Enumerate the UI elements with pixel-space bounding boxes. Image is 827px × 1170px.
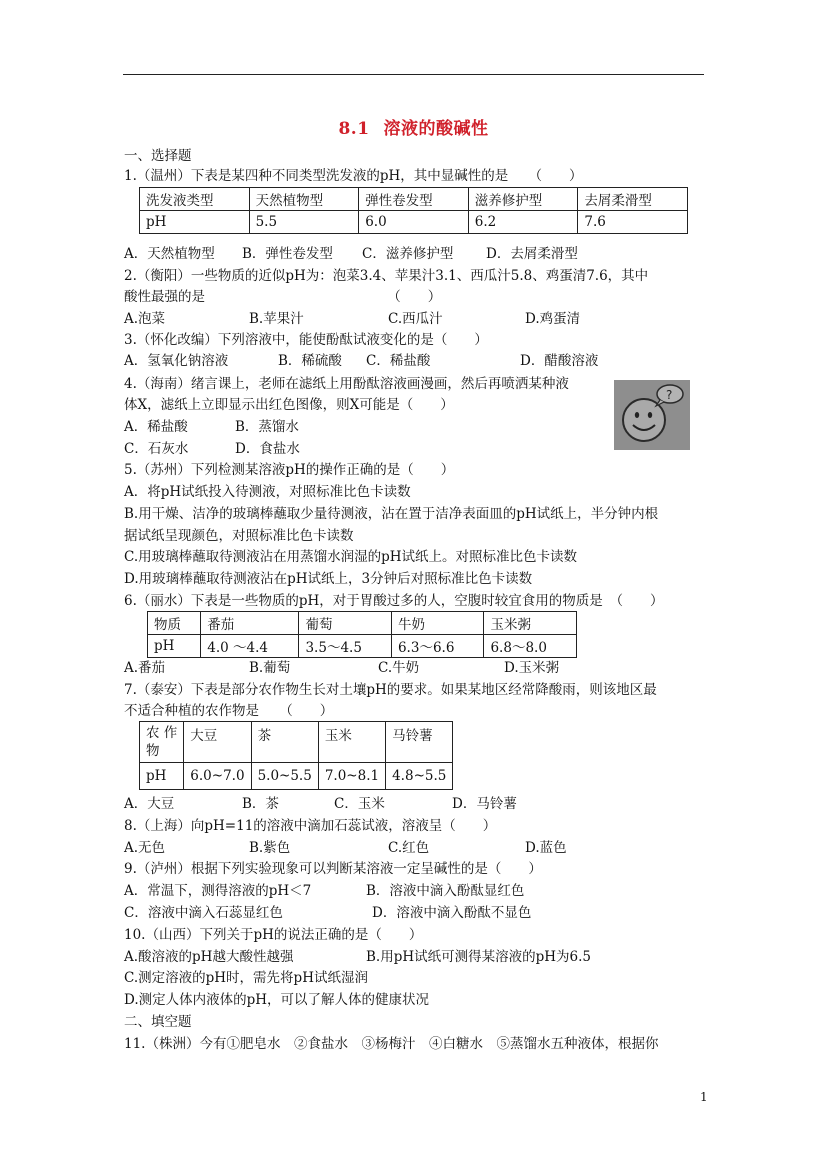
table-cell: 玉米 — [318, 722, 385, 763]
q5-option-d: D.用玻璃棒蘸取待测液沾在pH试纸上，3分钟后对照标准比色卡读数 — [124, 571, 533, 587]
table-row — [140, 188, 688, 211]
table-cell: 葡萄 — [299, 612, 392, 635]
table-cell: 番茄 — [201, 612, 299, 635]
header-rule — [123, 74, 704, 75]
q2-option-c: C.西瓜汁 — [388, 311, 443, 327]
smiley-face-icon — [614, 380, 690, 450]
q1-stem: 1.（温州）下表是某四种不同类型洗发液的pH，其中显碱性的是 （ ） — [124, 168, 583, 184]
q5-option-b-line1: B.用干燥、洁净的玻璃棒蘸取少量待测液，沾在置于洁净表面皿的pH试纸上，半分钟内根 — [124, 506, 659, 522]
table-cell: 物质 — [148, 612, 201, 635]
q4-stem-line2: 体X，滤纸上立即显示出红色图像，则X可能是（ ） — [124, 397, 454, 413]
q8-stem: 8.（上海）向pH=11的溶液中滴加石蕊试液，溶液呈（ ） — [124, 818, 497, 834]
q2-stem-line1: 2.（衡阳）一些物质的近似pH为：泡菜3.4、苹果汁3.1、西瓜汁5.8、鸡蛋清7.6，其中 — [124, 268, 649, 284]
table-cell: 洗发液类型 — [140, 188, 250, 211]
table-cell: 6.0~7.0 — [184, 763, 251, 790]
q8-option-c: C.红色 — [388, 840, 430, 856]
crop-header-line2: 物 — [146, 743, 160, 759]
table-cell: 5.0~5.5 — [251, 763, 318, 790]
table-cell — [140, 722, 184, 763]
q1-option-c: C．滋养修护型 — [362, 246, 454, 262]
q10-option-c: C.测定溶液的pH时，需先将pH试纸湿润 — [124, 970, 368, 986]
q7-stem-line1: 7.（泰安）下表是部分农作物生长对土壤pH的要求。如果某地区经常降酸雨，则该地区最 — [124, 682, 657, 698]
q9-option-b: B．溶液中滴入酚酞显红色 — [366, 883, 525, 899]
q4-option-b: B．蒸馏水 — [235, 419, 299, 435]
table-cell: 5.5 — [249, 211, 359, 234]
q9-option-a: A．常温下，测得溶液的pH＜7 — [124, 883, 312, 899]
table-cell: 3.5～4.5 — [299, 635, 392, 658]
q7-table — [139, 721, 453, 790]
table-cell: 6.8～8.0 — [484, 635, 577, 658]
table-row — [148, 612, 577, 635]
q7-stem-line2: 不适合种植的农作物是 （ ） — [124, 703, 334, 719]
table-cell: 7.6 — [578, 211, 688, 234]
q1-option-b: B．弹性卷发型 — [242, 246, 333, 262]
q1-option-a: A．天然植物型 — [124, 246, 215, 262]
table-cell: pH — [140, 763, 184, 790]
table-cell: 马铃薯 — [386, 722, 453, 763]
table-cell: 4.8~5.5 — [386, 763, 453, 790]
q11-stem: 11.（株洲）今有①肥皂水 ②食盐水 ③杨梅汁 ④白糖水 ⑤蒸馏水五种液体，根据你 — [124, 1036, 659, 1052]
table-cell: 牛奶 — [391, 612, 484, 635]
table-cell: 去屑柔滑型 — [578, 188, 688, 211]
table-cell: 茶 — [251, 722, 318, 763]
q8-option-b: B.紫色 — [249, 840, 291, 856]
page-number: 1 — [700, 1090, 708, 1104]
q3-option-a: A．氢氧化钠溶液 — [124, 353, 229, 369]
q4-option-c: C．石灰水 — [124, 441, 189, 457]
table-cell: 4.0 ～4.4 — [201, 635, 299, 658]
crop-header-line1: 农 作 — [146, 725, 178, 741]
q5-option-c: C.用玻璃棒蘸取待测液沾在用蒸馏水润湿的pH试纸上。对照标准比色卡读数 — [124, 549, 578, 565]
q9-option-d: D．溶液中滴入酚酞不显色 — [372, 905, 532, 921]
q2-stem-line2: 酸性最强的是 （ ） — [124, 289, 442, 305]
table-cell: 大豆 — [184, 722, 251, 763]
q7-option-d: D．马铃薯 — [452, 796, 517, 812]
q9-option-c: C．溶液中滴入石蕊显红色 — [124, 905, 283, 921]
q10-stem: 10.（山西）下列关于pH的说法正确的是（ ） — [124, 927, 423, 943]
table-row — [140, 722, 453, 763]
q3-option-d: D．醋酸溶液 — [520, 353, 599, 369]
q2-option-d: D.鸡蛋清 — [525, 311, 581, 327]
q6-option-a: A.番茄 — [124, 660, 166, 676]
q5-option-a: A．将pH试纸投入待测液，对照标准比色卡读数 — [124, 484, 411, 500]
q5-option-b-line2: 据试纸呈现颜色，对照标准比色卡读数 — [124, 528, 354, 544]
title-text: 溶液的酸碱性 — [383, 119, 489, 139]
table-cell: 6.0 — [359, 211, 469, 234]
table-cell: 7.0~8.1 — [318, 763, 385, 790]
title-number: 8.1 — [338, 119, 370, 139]
table-cell: 天然植物型 — [249, 188, 359, 211]
section-heading-fill: 二、填空题 — [124, 1014, 192, 1030]
q8-option-a: A.无色 — [124, 840, 166, 856]
table-cell: pH — [148, 635, 201, 658]
q1-table — [139, 187, 688, 234]
q3-option-c: C．稀盐酸 — [366, 353, 431, 369]
table-cell: 滋养修护型 — [468, 188, 578, 211]
table-cell: pH — [140, 211, 250, 234]
table-row — [148, 635, 577, 658]
q2-option-a: A.泡菜 — [124, 311, 166, 327]
q9-stem: 9.（泸州）根据下列实验现象可以判断某溶液一定呈碱性的是（ ） — [124, 861, 542, 877]
q10-option-b: B.用pH试纸可测得某溶液的pH为6.5 — [366, 949, 592, 965]
q7-option-b: B．茶 — [242, 796, 279, 812]
table-row — [140, 211, 688, 234]
q6-option-c: C.牛奶 — [378, 660, 420, 676]
q3-option-b: B．稀硫酸 — [278, 353, 342, 369]
table-cell: 6.3～6.6 — [391, 635, 484, 658]
q5-stem: 5.（苏州）下列检测某溶液pH的操作正确的是（ ） — [124, 462, 455, 478]
table-cell: 玉米粥 — [484, 612, 577, 635]
section-heading-choice: 一、选择题 — [124, 148, 192, 164]
q7-option-a: A．大豆 — [124, 796, 175, 812]
q10-option-a: A.酸溶液的pH越大酸性越强 — [124, 949, 294, 965]
q4-option-d: D．食盐水 — [235, 441, 300, 457]
q1-option-d: D．去屑柔滑型 — [486, 246, 578, 262]
q3-stem: 3.（怀化改编）下列溶液中，能使酚酞试液变化的是（ ） — [124, 332, 488, 348]
q6-table — [147, 611, 577, 658]
smiley-cartoon-image — [614, 380, 690, 450]
q10-option-d: D.测定人体内液体的pH，可以了解人体的健康状况 — [124, 992, 430, 1008]
table-cell: 6.2 — [468, 211, 578, 234]
q8-option-d: D.蓝色 — [525, 840, 567, 856]
thought-bubble-text: ? — [666, 388, 673, 402]
q6-stem: 6.（丽水）下表是一些物质的pH，对于胃酸过多的人，空腹时较宜食用的物质是 （ ） — [124, 593, 664, 609]
table-cell: 弹性卷发型 — [359, 188, 469, 211]
q4-option-a: A．稀盐酸 — [124, 419, 188, 435]
page-title — [0, 114, 827, 139]
q6-option-b: B.葡萄 — [249, 660, 291, 676]
q6-option-d: D.玉米粥 — [504, 660, 560, 676]
q7-option-c: C．玉米 — [334, 796, 385, 812]
q4-stem-line1: 4.（海南）绪言课上，老师在滤纸上用酚酞溶液画漫画，然后再喷洒某种液 — [124, 376, 569, 392]
q2-option-b: B.苹果汁 — [249, 311, 304, 327]
table-row — [140, 763, 453, 790]
